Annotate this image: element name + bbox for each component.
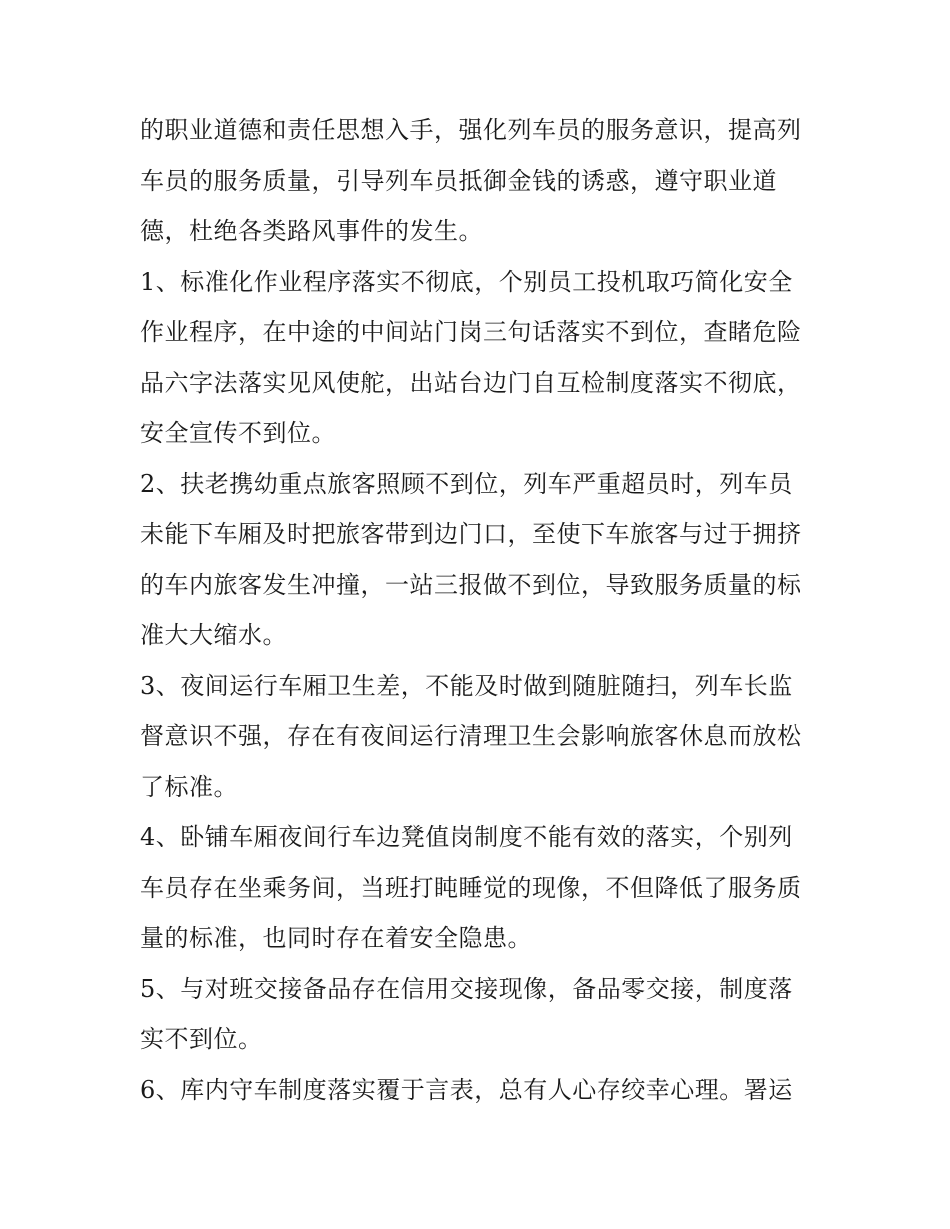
text-line: 督意识不强，存在有夜间运行清理卫生会影响旅客休息而放松 xyxy=(140,722,802,750)
text-line: 了标准。 xyxy=(140,772,238,801)
paragraph-item-6 xyxy=(140,1065,820,1116)
text-line: 安全宣传不到位。 xyxy=(140,419,336,447)
paragraph-item-5 xyxy=(140,964,820,1065)
text-line: 德，杜绝各类路风事件的发生。 xyxy=(140,217,483,245)
text-line: 6、库内守车制度落实覆于言表，总有人心存绞幸心理。署运 xyxy=(140,1075,793,1104)
paragraph-item-2 xyxy=(140,459,820,661)
text-line: 3、夜间运行车厢卫生差，不能及时做到随脏随扫，列车长监 xyxy=(140,671,793,700)
text-line: 品六字法落实见风使舵，出站台边门自互检制度落实不彻底， xyxy=(140,368,802,397)
text-line: 2、扶老携幼重点旅客照顾不到位，列车严重超员时，列车员 xyxy=(140,469,793,498)
text-line: 作业程序，在中途的中间站门岗三句话落实不到位，查睹危险 xyxy=(140,318,802,346)
text-line: 车员存在坐乘务间，当班打盹睡觉的现像，不但降低了服务质 xyxy=(140,873,802,902)
text-line: 准大大缩水。 xyxy=(140,621,287,649)
paragraph-item-1 xyxy=(140,257,820,459)
text-line: 未能下车厢及时把旅客带到边门口，至使下车旅客与过于拥挤 xyxy=(140,520,802,548)
text-line: 量的标准，也同时存在着安全隐患。 xyxy=(140,924,532,952)
text-line: 5、与对班交接备品存在信用交接现像，备品零交接，制度落 xyxy=(140,974,793,1003)
paragraph-item-3 xyxy=(140,661,820,813)
text-line: 的职业道德和责任思想入手，强化列车员的服务意识，提高列 xyxy=(140,116,802,144)
text-line: 实不到位。 xyxy=(140,1025,263,1053)
paragraph-item-4 xyxy=(140,812,820,964)
text-line: 车员的服务质量，引导列车员抵御金钱的诱惑，遵守职业道 xyxy=(140,166,777,195)
text-line: 的车内旅客发生冲撞，一站三报做不到位，导致服务质量的标 xyxy=(140,570,802,599)
document-body xyxy=(140,105,820,1115)
text-line: 1、标准化作业程序落实不彻底，个别员工投机取巧简化安全 xyxy=(140,267,793,296)
text-line: 4、卧铺车厢夜间行车边凳值岗制度不能有效的落实，个别列 xyxy=(140,823,793,851)
paragraph-intro-continuation xyxy=(140,105,820,257)
